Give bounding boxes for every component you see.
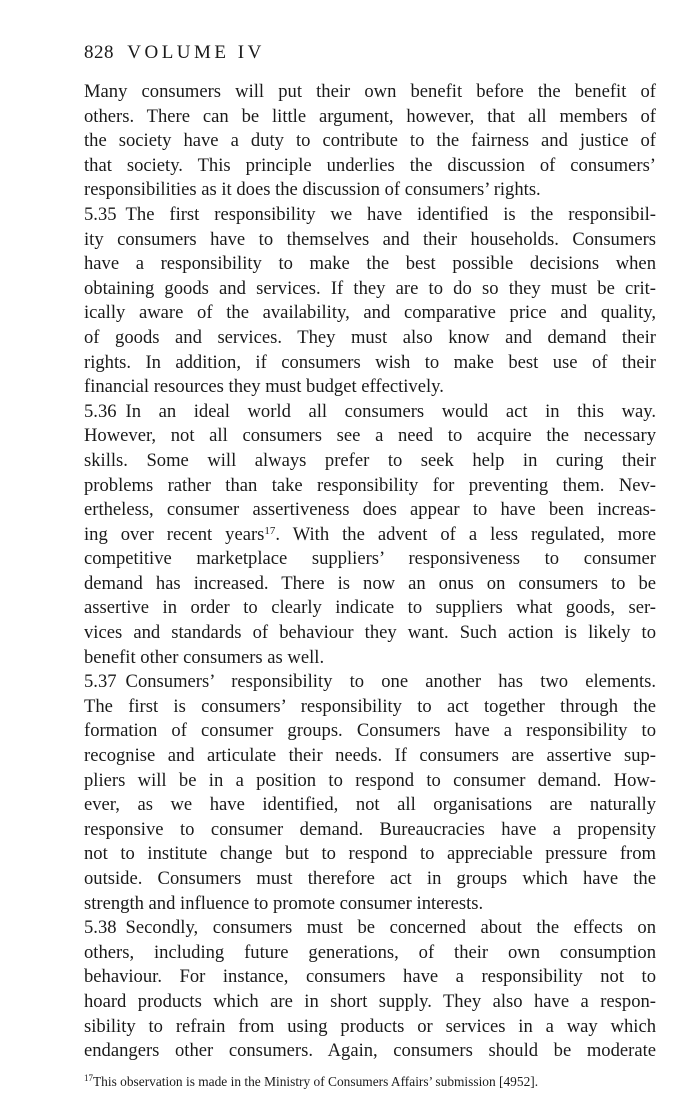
text-run: Consumers’ responsibility to one another has two elements. [125, 671, 656, 693]
text-run: In an ideal world all consumers would act in this way. [125, 400, 656, 422]
text-line: of goods and services. They must also know and demand their [84, 326, 656, 348]
text-line: ertheless, consumer assertiveness does appear to have been increas- [84, 499, 656, 521]
text-line: The first is consumers’ responsibility to act together through the [84, 695, 656, 717]
text-line: ity consumers have to themselves and their households. Consumers [84, 228, 656, 250]
paragraph-5-36 [84, 400, 656, 671]
paragraph-5-35 [84, 203, 656, 400]
page-number: 828 [84, 42, 114, 63]
text-line: demand has increased. There is now an onus on consumers to be [84, 572, 656, 594]
text-line: hoard products which are in short supply. They also have a respon- [84, 990, 656, 1012]
text-line: financial resources they must budget effectively. [84, 376, 444, 398]
footnote [84, 1073, 656, 1091]
volume-label: VOLUME IV [127, 42, 265, 63]
text-line: Many consumers will put their own benefit before the benefit of [84, 81, 656, 102]
text-line [84, 670, 656, 695]
text-line: skills. Some will always prefer to seek help in curing their [84, 449, 656, 471]
footnote-marker: 17 [84, 1072, 93, 1083]
text-line: the society have a duty to contribute to the fairness and justice of [84, 130, 656, 152]
paragraph-5-38 [84, 916, 656, 1064]
body-text [84, 80, 656, 1064]
paragraph-continuation [84, 80, 656, 203]
footnote-text: This observation is made in the Ministry of Consumers Affairs’ submission [4952]. [93, 1073, 539, 1089]
text-line [84, 203, 656, 228]
text-line: However, not all consumers see a need to acquire the necessary [84, 425, 656, 447]
text-run: Secondly, consumers must be concerned about the effects on [125, 917, 656, 939]
running-head [84, 40, 656, 66]
text-line: competitive marketplace suppliers’ responsiveness to consumer [84, 548, 656, 570]
text-line: ically aware of the availability, and comparative price and quality, [84, 302, 656, 324]
text-line: endangers other consumers. Again, consumers should be moderate [84, 1040, 656, 1062]
text-line: strength and influence to promote consumer interests. [84, 892, 484, 914]
footnote-reference[interactable]: 17 [264, 524, 276, 537]
paragraph-number: 5.36 [84, 400, 117, 422]
text-line: ever, as we have identified, not all organisations are naturally [84, 794, 656, 816]
paragraph-5-37 [84, 670, 656, 916]
text-line: have a responsibility to make the best possible decisions when [84, 253, 656, 275]
paragraph-number: 5.38 [84, 917, 117, 939]
text-line: others. There can be little argument, however, that all members of [84, 105, 656, 127]
text-line: problems rather than take responsibility for preventing them. Nev- [84, 474, 656, 496]
paragraph-number: 5.37 [84, 671, 117, 693]
text-line [84, 400, 656, 425]
text-line: pliers will be in a position to respond to consumer demand. How- [84, 769, 656, 791]
text-run: The first responsibility we have identified is the responsibil- [125, 203, 656, 225]
text-run: . With the advent of a less regulated, more [275, 523, 656, 545]
text-line: assertive in order to clearly indicate to suppliers what goods, ser- [84, 597, 656, 619]
text-line: benefit other consumers as well. [84, 646, 325, 668]
text-line: not to institute change but to respond to appreciable pressure from [84, 843, 656, 865]
text-line: vices and standards of behaviour they want. Such action is likely to [84, 622, 656, 644]
text-line: responsive to consumer demand. Bureaucracies have a propensity [84, 818, 656, 840]
text-line [84, 523, 656, 548]
paragraph-number: 5.35 [84, 203, 117, 225]
text-line: that society. This principle underlies the discussion of consumers’ [84, 154, 656, 176]
text-line: formation of consumer groups. Consumers have a responsibility to [84, 720, 656, 742]
text-run: ing over recent years [84, 523, 265, 545]
document-page [84, 40, 656, 1091]
text-line: behaviour. For instance, consumers have a responsibility not to [84, 966, 656, 988]
text-line: recognise and articulate their needs. If consumers are assertive sup- [84, 745, 656, 767]
text-line: obtaining goods and services. If they are to do so they must be crit- [84, 277, 656, 299]
text-line: sibility to refrain from using products or services in a way which [84, 1015, 656, 1037]
text-line: others, including future generations, of their own consumption [84, 941, 656, 963]
text-line: rights. In addition, if consumers wish to make best use of their [84, 351, 656, 373]
text-line: outside. Consumers must therefore act in groups which have the [84, 868, 656, 889]
text-line [84, 916, 656, 941]
text-line: responsibilities as it does the discussion of consumers’ rights. [84, 179, 541, 201]
